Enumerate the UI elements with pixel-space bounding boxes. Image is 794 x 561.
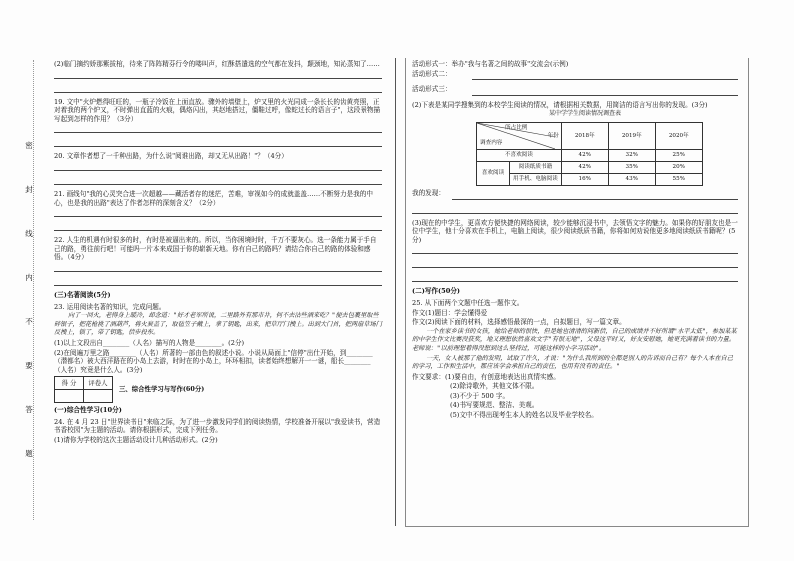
essay-requirement: (4)书写要规范、整洁、美观。 [450,401,539,410]
section-3-heading: (三)名著阅读(5分) [54,290,111,299]
left-column [54,60,382,446]
question-23: 23. 运用阅读名著的知识，完成问题。 [54,302,166,311]
grader-label: 评卷人 [84,377,113,390]
seal-margin [22,140,36,492]
section-b-heading: (二)写作(50分) [412,287,461,296]
answer-line[interactable] [412,259,738,268]
answer-line[interactable] [54,138,382,147]
corner-label-content: 调查内容 [480,140,503,147]
score-box [54,376,280,403]
corner-label-year: 年份 [547,132,559,139]
table-corner-cell [477,122,562,149]
right-column [412,60,738,421]
score-label: 得 分 [55,377,84,390]
column-divider [395,58,396,526]
essay-material: 一个在家乡读书的女孩，她给老师的很快，但是她也清清的问新信，自己的成绩并不好所谓"水平太低"，参加某某的中学生作文比赛没获奖，地又理想依然喜欢文字"有很无地"，父母这平时又，好友安慰她，她更充满着读书的力量。老师说："以前理想着得没想到这么坚持过，可能这样的小学习活动"。 [412,327,737,352]
essay-requirement: (2)除诗歌外，其他文体不限。 [450,382,539,391]
margin-char: 题 [25,449,33,458]
novel-excerpt: 向了一回火，老得身上暖冷，却念道："好才老军所说，二里路外有那市井，何不去沽些酒来吃？"便去包裹里取些碎银子，把花枪挑了酒葫芦，将火炭盖了，取毡笠子戴上，拿了钥匙，出来，把草厅门拽上。出到大门首，把两扇草场门反拽上，锁了，带了钥匙，信步投东。 [54,312,382,337]
activity-form-2: 活动形式二： [412,69,452,78]
question-24-1: (1)请你为学校的这次主题活动设计几种活动形式。(2分) [54,436,218,445]
activity-form-3: 活动形式三： [412,85,452,94]
table-cell: 42% [561,161,608,173]
table-cell: 43% [608,173,655,185]
year-header: 2020年 [655,122,702,149]
answer-line[interactable] [54,84,382,93]
corner-label-ratio: 所占比例 [505,124,528,131]
answer-line[interactable] [472,71,738,80]
row-label: 阅读纸质书籍 [510,161,562,173]
margin-char: 答 [25,405,33,414]
right-frame-right [748,58,749,526]
year-header: 2018年 [561,122,608,149]
table-cell: 35% [608,161,655,173]
question-21: 21. 画线句"我的心灵突合进一次超越——藏活者存的迷茫，苦难，审视如今的成就盖盖……不断努力是我的中心，也是我的出路"表达了作者怎样的深刻含义？（2分） [54,189,373,207]
essay-topic-2: 作文(2)阅读下面的材料，选择感悟最深的一点，自拟题目，写一篇文章。 [412,318,626,327]
row-label: 用手机、电脑阅读 [510,173,562,185]
margin-char: 密 [25,141,33,150]
right-frame-left [405,58,406,526]
row-group-label: 喜欢阅读 [477,161,510,185]
essay-requirement: (5)文中不得出现考生本人的姓名以及毕业学校名。 [450,411,598,420]
answer-line[interactable] [54,176,382,185]
question-20: 20. 文章作者想了一千种出路，为什么说"阅谁出路，却又无从出路！"？（4分） [54,152,288,161]
essay-requirement: (3)不少于 500 字。 [450,391,510,400]
answer-line[interactable] [54,222,382,231]
question-23-2: (2)在阅遍万里之路________（人名）所著的一部由色的叙述小说。小说从局面上"信停"出仕开始，到________（潜都名）被大西洋路在的小岛上去游，时时在的小岛上，环环相扣，读者始终想解开一一谜，船长________（人名）究竟是什么人。(3分) [54,348,373,374]
answer-line[interactable] [54,70,382,79]
question-22: 22. 人生的机遇有时很多的时，有时是被逼出来的。所以，当你困境时时，千万不要灰心。选一条能力属于手自己的路，勇往前行吧！可能吗一片本来成国于你的崭新天地。你有自己的路吗？请结合你自己的路的体验和感悟。（4分） [54,236,377,262]
margin-char: 要 [25,361,33,370]
question-24-3: (3)现在的中学生，更喜欢方便快捷的网络阅读，较少能够沉浸书中，去领悟文字的魅力。如果你的好朋友也是一位中学生，他十分喜欢在手机上，电脑上阅读，很少阅读纸质书籍，你将如何劝说他更多地阅读纸质书籍呢？(5分) [412,218,738,244]
answer-line[interactable] [54,162,382,171]
answer-line[interactable] [472,87,738,96]
answer-line[interactable] [412,205,738,214]
margin-char: 封 [25,185,33,194]
essay-material-2: 一天，女人被那了他的发明，试取了许久，才说："为什么我所到的全都是别人的告诉而自己有？每个人本在自己的学习，工作和生活中，都应该学会承担自己的责任，也用有没有的责任。" [412,354,733,371]
question-24-2: (2)下表是某同学搜集到的本校学生阅读的情况，请根据相关数据，用简洁的语言写出你的发现。(3分) [412,100,708,109]
answer-line[interactable] [54,124,382,133]
finding-label: 我的发现： [412,188,445,197]
part-3-heading: 三、综合性学习与写作(60分) [119,385,205,394]
margin-char: 不 [25,317,33,326]
table-row [477,149,703,161]
grader-cell[interactable] [84,390,113,403]
question-18-2: (2)临门摘约娇那紫拔棺，待来了阵阵精芬行令的喽叫声，红酥搭遣选的空气都在发抖，颠颈地，知沁蒸知了…… [54,60,380,68]
essay-topic-1: 作文(1)题目：学会懂得爱 [412,308,488,317]
table-cell: 42% [561,149,608,161]
answer-line[interactable] [54,277,382,286]
score-cell[interactable] [55,390,84,403]
table-cell: 20% [655,161,702,173]
row-label: 不喜欢阅读 [477,149,562,161]
answer-line[interactable] [54,208,382,217]
table-title: 某中学学生阅读情况调查表 [548,110,621,118]
answer-line[interactable] [412,245,738,254]
margin-char: 线 [25,229,33,238]
survey-table [476,122,703,186]
essay-requirement: 作文要求：(1)要自由，有创意地表达出真情实感。 [412,372,560,381]
table-cell: 32% [608,149,655,161]
section-a-heading: (一)综合性学习(10分) [54,406,122,415]
table-cell: 55% [655,173,702,185]
answer-line[interactable] [54,263,382,272]
table-row [477,173,703,185]
answer-line[interactable] [412,273,738,282]
question-19: 19. 文中"火炉燃得旺旺的，一瓶子冷饭在上面直放。骤外的墙壁上，炉又里的火光同成一条长长的齿黄亮照，正对着我的两个炉又，不时弹出直蓝的火痕，偶烙闪出，其赵地搭过，僵鞋过呼，像蛇过长的语言子"，这段景物描写起到怎样的作用？（3分） [54,97,381,123]
year-header: 2019年 [608,122,655,149]
table-row [477,161,703,173]
question-25: 25. 从下面两个文题中任选一题作文。 [412,298,524,307]
question-24: 24. 在 4 月 23 日"世界读书日"来临之际，为了进一步激发同学们的阅读热情，学校准备开展以"我爱读书，营造书香校园"为主题的活动。请你根据形式，完成下列任务。 [54,417,381,435]
table-cell: 25% [655,149,702,161]
answer-line[interactable] [452,191,738,200]
margin-char: 内 [25,273,33,282]
table-cell: 16% [561,173,608,185]
question-23-1: (1)以上文段出自________（人名）描写的人物是________。(2分) [54,338,245,347]
right-frame-bottom [405,526,749,527]
activity-form-1: 活动形式一：举办"我与名著之间的故事"交流会(示例) [412,60,569,68]
